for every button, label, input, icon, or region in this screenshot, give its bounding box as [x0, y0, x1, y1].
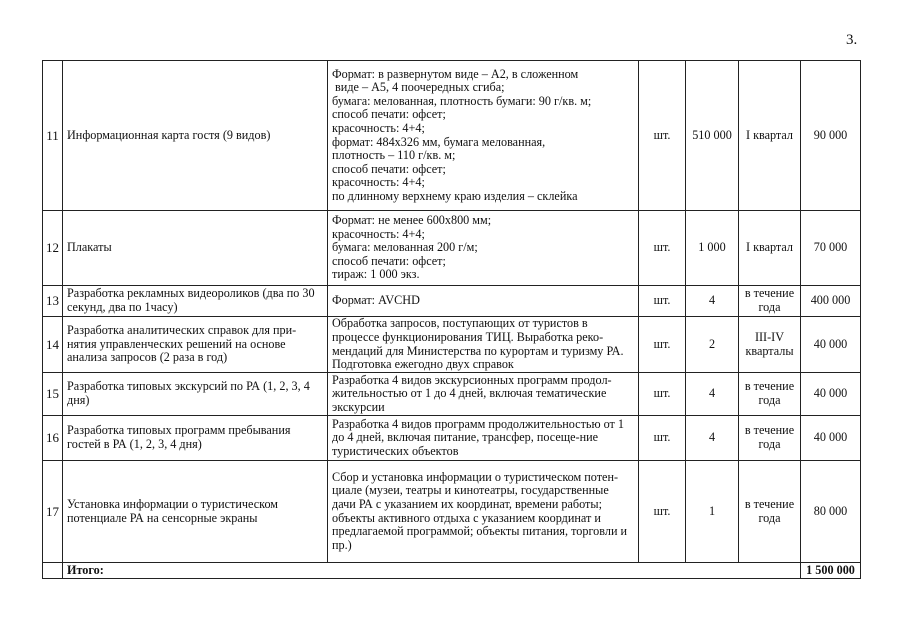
table-row: [43, 461, 861, 563]
item-name: Разработка аналитических справок для при-нятия управленческих решений на основе анализа запросов (2 раза в год): [63, 317, 328, 373]
spec-line: красочность: 4+4;: [332, 120, 425, 135]
spec-line: красочность: 4+4;: [332, 226, 425, 241]
period: III-IV кварталы: [739, 317, 801, 373]
unit: шт.: [639, 211, 686, 286]
row-number: 11: [43, 61, 63, 211]
total-row: [43, 563, 861, 579]
spec-line: бумага: мелованная 200 г/м;: [332, 240, 478, 255]
unit: шт.: [639, 317, 686, 373]
quantity: 1: [686, 461, 739, 563]
item-spec: [328, 286, 639, 317]
spec-line: Обработка запросов, поступающих от туристов в процессе функционирования ТИЦ. Выработка реко-мендаций для Министерства по курортам и туризму РА. Подготовка ежегодно двух справок: [332, 316, 627, 372]
total-label: Итого:: [63, 563, 801, 579]
quantity: 1 000: [686, 211, 739, 286]
unit: шт.: [639, 461, 686, 563]
period: I квартал: [739, 61, 801, 211]
spec-line: Разработка 4 видов экскурсионных программ продол-жительностью от 1 до 4 дней, включая тематические экскурсии: [332, 372, 612, 414]
cost: 90 000: [801, 61, 861, 211]
item-spec: [328, 461, 639, 563]
period: в течение года: [739, 416, 801, 461]
item-name: Плакаты: [63, 211, 328, 286]
page-number: 3.: [846, 32, 858, 48]
table-row: [43, 416, 861, 461]
item-spec: [328, 317, 639, 373]
row-number: 17: [43, 461, 63, 563]
item-name: Установка информации о туристическом потенциале РА на сенсорные экраны: [63, 461, 328, 563]
quantity: 4: [686, 286, 739, 317]
table-row: [43, 211, 861, 286]
spec-line: способ печати: офсет;: [332, 107, 446, 122]
spec-line: Сбор и установка информации о туристическом потен-циале (музеи, театры и кинотеатры, государственные дачи РА с указанием их координат, времени работы; объекты активного отдыха с указанием координат и предлагаемой программой; объекты питания, торговли и пр.): [332, 469, 631, 552]
cost: 400 000: [801, 286, 861, 317]
spec-line: Формат: не менее 600х800 мм;: [332, 213, 492, 228]
period: в течение года: [739, 461, 801, 563]
item-spec: [328, 416, 639, 461]
quantity: 4: [686, 373, 739, 416]
spec-line: виде – А5, 4 поочередных сгиба;: [332, 80, 505, 95]
spec-line: плотность – 110 г/кв. м;: [332, 148, 456, 163]
quantity: 4: [686, 416, 739, 461]
spec-line: формат: 484х326 мм, бумага мелованная,: [332, 134, 546, 149]
item-name: Разработка типовых программ пребывания гостей в РА (1, 2, 3, 4 дня): [63, 416, 328, 461]
budget-table: [42, 60, 861, 579]
row-number: 13: [43, 286, 63, 317]
cost: 40 000: [801, 416, 861, 461]
item-name: Разработка рекламных видеороликов (два по 30 секунд, два по 1часу): [63, 286, 328, 317]
item-spec: [328, 211, 639, 286]
cost: 40 000: [801, 373, 861, 416]
unit: шт.: [639, 373, 686, 416]
row-number: 16: [43, 416, 63, 461]
row-number: 14: [43, 317, 63, 373]
table-row: [43, 61, 861, 211]
unit: шт.: [639, 416, 686, 461]
item-spec: [328, 61, 639, 211]
cost: 40 000: [801, 317, 861, 373]
spec-line: Разработка 4 видов программ продолжительностью от 1 до 4 дней, включая питание, трансфер, посеще-ние туристических объектов: [332, 416, 628, 458]
item-spec: [328, 373, 639, 416]
item-name: Информационная карта гостя (9 видов): [63, 61, 328, 211]
spec-line: способ печати: офсет;: [332, 253, 446, 268]
spec-line: способ печати: офсет;: [332, 161, 446, 176]
spec-line: по длинному верхнему краю изделия – склейка: [332, 188, 578, 203]
total-cost: 1 500 000: [801, 563, 861, 579]
unit: шт.: [639, 61, 686, 211]
cost: 80 000: [801, 461, 861, 563]
period: в течение года: [739, 286, 801, 317]
table-row: [43, 286, 861, 317]
spec-line: бумага: мелованная, плотность бумаги: 90 г/кв. м;: [332, 93, 592, 108]
spec-line: Формат: в развернутом виде – А2, в сложенном: [332, 66, 579, 81]
spec-line: красочность: 4+4;: [332, 175, 425, 190]
quantity: 510 000: [686, 61, 739, 211]
table-row: [43, 373, 861, 416]
row-number: 12: [43, 211, 63, 286]
period: I квартал: [739, 211, 801, 286]
cost: 70 000: [801, 211, 861, 286]
spec-line: Формат: AVCHD: [332, 293, 420, 308]
empty-cell: [43, 563, 63, 579]
spec-line: тираж: 1 000 экз.: [332, 267, 420, 282]
item-name: Разработка типовых экскурсий по РА (1, 2, 3, 4 дня): [63, 373, 328, 416]
quantity: 2: [686, 317, 739, 373]
unit: шт.: [639, 286, 686, 317]
period: в течение года: [739, 373, 801, 416]
row-number: 15: [43, 373, 63, 416]
table-row: [43, 317, 861, 373]
